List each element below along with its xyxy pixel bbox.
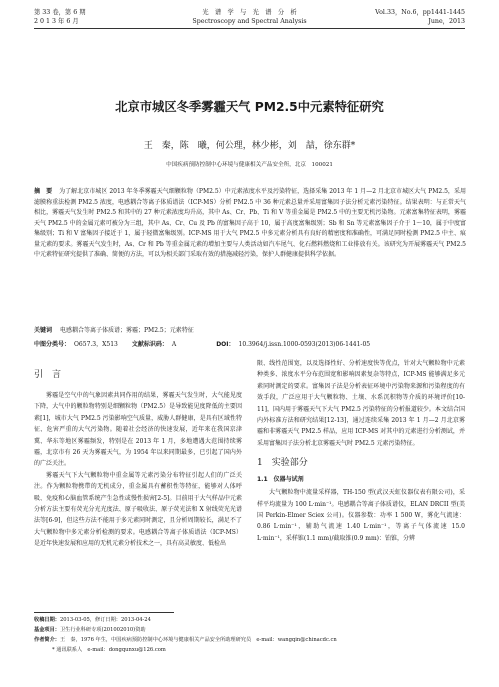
abstract <box>34 187 466 261</box>
journal-volume-issue: 第 33 卷，第 6 期 <box>34 9 86 16</box>
author-bio-text: 王 秦，1976 年生，中国疾病预防控制中心环境与健康相关产品安全所助理研究员 e-mail：wangqin@chinacdc.cn <box>59 637 337 643</box>
author-affiliation: 中国疾病预防控制中心环境与健康相关产品安全所，北京 100021 <box>166 162 333 168</box>
left-column <box>34 358 242 550</box>
author-list: 王 秦，陈 曦，何公理，林少彬，刘 喆，徐东群* <box>143 141 356 151</box>
header-rule <box>34 28 465 29</box>
fund-text: 卫生行业科研专项(201002010)资助 <box>59 627 146 633</box>
doi-label: DOI： <box>216 341 235 348</box>
abstract-label: 摘 要 <box>34 188 53 195</box>
intro-paragraph-1: 雾霾是空气中的气象因素共同作用的结果，雾霾天气发生时，大气能见度下降，大气中的颗粒物特别是细颗粒物（PM2.5）是导致能见度降低的主要因素[1]，城市大气 PM2.5 污染影响空气质量，威胁人群健康，是具有区域性特征、危害严重的大气污染物。随着社会经济的快速发展，近年来在我国京津冀、华东等地区雾霾频发，特别是在 2013 年 1 月，多地遭遇大范围持续雾霾，北京市有 26 天为雾霾天气，为 1954 年以来同期最多，已引起了国内外的广泛关注。 <box>34 392 242 468</box>
right-column <box>257 358 465 544</box>
doc-code-label: 文献标识码： <box>131 341 168 348</box>
section-1-1-text: 大气颗粒物中流量采样器，TH-150 型(武汉天虹仪器仪表有限公司)，采样平均流量为 100 L·min⁻¹。电感耦合等离子体质谱仪，ELAN DRCII 型(美国 Perkin-Elmer Sciex 公司)。仪器参数：功率 1 500 W，雾化气流速：0.86 L·min⁻¹，辅助气流速 1.40 L·min⁻¹，等离子气体流速 15.0 L·min⁻¹，采样锥(1.1 mm)/截取锥(0.9 mm)：铂锥，分辨 <box>257 489 465 542</box>
keywords-label: 关键词 <box>34 327 53 334</box>
doc-code-value: A <box>171 341 177 348</box>
intro-paragraph-3: 限、线性范围宽，以及选择性好、分析速度快等优点，针对大气颗粒物中元素种类多、浓度水平分布范围宽和影响因素复杂等特点，ICP-MS 能够满足多元素同时测定的要求。富集因子法是分析表征环境中污染物来源和污染程度的有效手段，广泛应用于大气颗粒物、土壤、水系沉积物等介质的环境评价[10-11]，国内用于雾霾天气下大气 PM2.5 污染特征的分析报道较少。本文结合国内外标准方法和研究结果[12-13]，通过连续采集 2013 年 1 月—2 月北京雾霾和非雾霾天气 PM2.5 样品，应用 ICP-MS 对其中的元素进行分析测试，并采用富集因子法分析北京雾霾天气时 PM2.5 元素污染特征。 <box>257 360 465 447</box>
keywords-text: 电感耦合等离子体质谱；雾霾；PM2.5；元素特征 <box>60 327 194 334</box>
journal-date: 2 0 1 3 年 6 月 <box>34 18 79 25</box>
paper-title: 北京市城区冬季雾霾天气 PM2.5中元素特征研究 <box>115 100 384 114</box>
abstract-text: 为了解北京市城区 2013 年冬季雾霾天气细颗粒物（PM2.5）中元素浓度水平及污染特征，选择采集 2013 年 1 月—2 月北京市城区大气 PM2.5，采用滤膜称重法检测 PM2.5 浓度，电感耦合等离子体质谱法（ICP-MS）分析 PM2.5 中 36 种元素总量并采用富集因子法分析元素污染特征。结果表明：与正常天气相比，雾霾天气发生时 PM2.5 和其中的 27 种元素浓度均升高，其中 As、Cr、Pb、Ti 和 V 等重金属是 PM2.5 中的主要无机污染物。元素富集特征表明，雾霾天气 PM2.5 中的金属元素可被分为三组，其中 As、Cr、Cu 及 Pb 的富集因子高于 10，属于高度富集级别；Sb 和 Sn 等元素富集因子介于 1～10，属于中度富集级别；Ti 和 V 富集因子接近于 1，属于轻微富集级别。ICP-MS 用于大气 PM2.5 中多元素分析具有良好的精密度和准确性，可满足同时检测 PM2.5 中主、痕量元素的要求。雾霾天气发生时，As、Cr 和 Pb 等重金属元素的增加主要与人类活动如汽车尾气、化石燃料燃烧和工业排放有关。该研究为开展雾霾天气 PM2.5 中元素特征研究提供了准确、简便的方法，可以为相关部门采取有效的措施减轻污染，保护人群健康提供科学依据。 <box>34 188 466 258</box>
footnote-corresponding: * 通讯联系人 e-mail：dongqunxu@126.com <box>52 647 166 653</box>
journal-pages: Vol.33，No.6，pp1441-1445 <box>375 9 465 16</box>
intro-heading: 引 言 <box>34 370 62 380</box>
received-text: 2013-03-05，修订日期：2013-04-24 <box>59 617 151 623</box>
clc-value: O657.3，X513 <box>74 341 118 348</box>
intro-paragraph-2: 雾霾天气下大气颗粒物中重金属等元素污染分布特征引起人们的广泛关注。作为颗粒物携带的无机成分，重金属具有蓄积性等特征，能够对人体呼吸、免疫和心脑血管系统产生急性或慢性损害[2-5]。目前用于大气样品中元素分析方法主要有荧光分光光度法、原子吸收法、原子荧光法和 X 射线荧光光谱法等[6-9]，但这些方法不能用于多元素同时测定，且分析周期较长，满足不了大气颗粒物中多元素分析检测的要求。电感耦合等离子体质谱法（ICP-MS）是近年快速发展和应用的无机元素分析技术之一，具有高灵敏度、低检出 <box>34 471 242 548</box>
journal-title-en: Spectroscopy and Spectral Analysis <box>192 18 307 25</box>
running-header-right <box>375 8 465 26</box>
fund-label: 基金项目： <box>34 627 60 633</box>
journal-month: June，2013 <box>428 18 465 25</box>
section-1-heading: 1 实验部分 <box>257 458 308 469</box>
doi-value: 10.3964/j.issn.1000-0593(2013)06-1441-05 <box>238 341 371 348</box>
journal-title-cn: 光 谱 学 与 光 谱 分 析 <box>202 9 297 16</box>
author-bio-label: 作者简介： <box>34 637 60 643</box>
section-1-1-heading: 1.1 仪器与试剂 <box>257 476 304 484</box>
footnote-author <box>34 636 337 646</box>
footnote-fund <box>34 626 146 636</box>
clc-label: 中图分类号： <box>34 341 71 348</box>
classification-line <box>34 339 466 348</box>
footnote-received <box>34 616 151 626</box>
keywords <box>34 325 466 334</box>
footnote-rule <box>34 612 174 613</box>
received-label: 收稿日期： <box>34 617 60 623</box>
